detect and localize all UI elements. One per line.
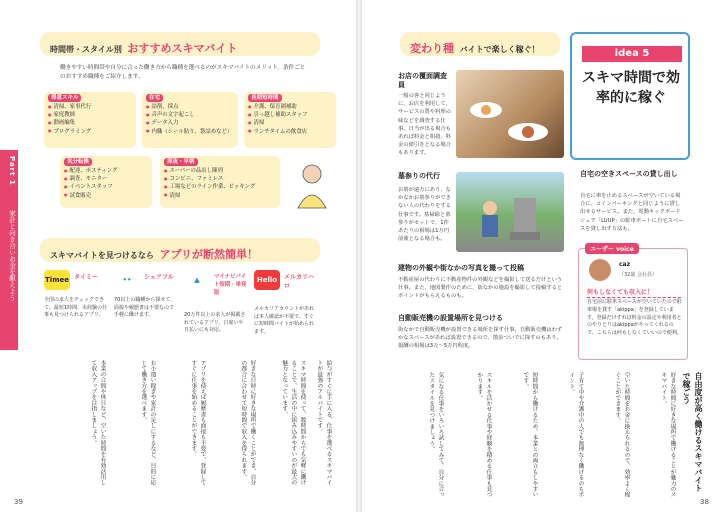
app-name: マイナビバイト短期・単発版	[214, 274, 247, 296]
app-name: タイミー	[74, 274, 98, 281]
idea-label: idea 5	[582, 46, 682, 62]
job-body: 不動産屋の代わりに不動産物件の外観などを撮影して送るだけという仕事。また、地図製作のために、街なかの施設を撮影して投稿するとポイントがもらえるものも。	[398, 277, 563, 300]
space-title: 自宅の空きスペースの貸し出し	[580, 170, 678, 178]
section-intro: 働きやすい時間帯や自分に合った働き方から職種を選べるのがスキマバイトのメリット。条件ごとのおすすめ職種をご紹介します。	[60, 65, 306, 80]
category-title: 気分転換	[64, 158, 92, 166]
heading-small: 時間帯・スタイル別	[50, 45, 122, 54]
app-desc: 70以上の職種から探せて、面接や履歴書は不要なので手軽に働けます。	[114, 297, 176, 318]
app-sharefull	[114, 272, 178, 320]
mercari-logo: Hello	[254, 270, 280, 290]
page-number: 38	[700, 498, 709, 506]
body-column: 短時間から働けるため、本業との両立もしやすいです。	[521, 372, 537, 498]
voice-quote: 何もしなくても収入に！	[587, 287, 681, 298]
user-voice-box	[578, 248, 688, 360]
idea-title: スキマ時間で効率的に稼ぐ	[582, 70, 680, 107]
body-column: スキマ時間を使って、数時間からでも気軽に働けることで、生活の中に組み込みやすいのが最大の魅力となっています。	[280, 360, 305, 486]
job-title: 自動販売機の設置場所を見つける	[398, 314, 503, 322]
job-title: 墓参りの代行	[398, 172, 440, 180]
person-illustration	[290, 160, 334, 210]
list-item: ● ランチタイムの飲食店	[248, 128, 332, 136]
heading-pre: 変わり種	[410, 42, 454, 55]
section-heading-recommended	[40, 32, 320, 56]
vertical-heading: 自由度が高く働けるスキマバイトで稼ごう	[682, 372, 703, 492]
list-item: ● 介護、保育園補助	[248, 103, 332, 111]
heading-big: おすすめスキマバイト	[127, 42, 238, 55]
category-skill	[44, 92, 136, 148]
job-body: 一般の客と同じように、お店を利用して、サービスの質や料理の味などを調査する仕事。日当が出る場合もあれば料金と相殺、料金の値引きとなる場合もあります。	[398, 93, 451, 157]
category-title: 深夜・早朝	[164, 158, 198, 166]
body-column: スキルを活かせる仕事や経験を積める仕事も見つかります。	[475, 372, 491, 498]
job-title: お店の覆面調査員	[398, 72, 447, 90]
voice-user: caz	[619, 261, 631, 268]
list-item: ● 動画編集	[48, 119, 132, 127]
category-title: 長期短時間	[248, 94, 282, 102]
grave-photo	[456, 172, 564, 252]
body-column: 給与がすぐに手に入る、仕事を選べるスキマバイトが最強のアルバイトです。	[315, 360, 331, 486]
space-body: 自宅に車を止めるスペースが空いている場合に、コインパーキングと同じように貸し出せるサービス。また、電動キックボードシェア「LUUP」の駐車ポートに自宅スペースを貸し出す方法も。	[580, 193, 684, 232]
app-desc: メルカリアカウントがあれば本人確認が不要で、すぐに短時間バイトが始められます。	[254, 306, 315, 335]
mynavi-logo: ▲	[184, 270, 210, 290]
right-heading	[400, 32, 560, 56]
category-long-short	[244, 92, 336, 148]
app-name: シェアフル	[144, 274, 174, 281]
voice-body: 自宅前に駐車スペースが空いていたので駐車場を貸す「akippa」を登録しています。登録だけすれば料金の設定や利用者とのやりとりはakippaがやってくれるので、こちらは何もしなくていいので便利。	[587, 299, 682, 336]
list-item: ● 音声の文字起こし	[146, 111, 234, 119]
app-desc: 全国の求人をチェックできて、最短1時間、未経験の仕事も見つけられるアプリ。	[44, 297, 108, 318]
body-column: アプリを使えば履歴書も面接も不要で、登録してすぐに仕事を始めることができます。	[189, 360, 205, 486]
list-item: ● 清掃	[164, 192, 276, 200]
body-column: 空いた時間をお金に換えられるので、効率よく稼ぐことができます。	[613, 372, 629, 498]
category-refresh	[60, 156, 152, 208]
job-title: 建物の外観や街なかの写真を撮って投稿	[398, 264, 524, 272]
avatar	[589, 259, 611, 281]
list-item: ● 内職（シール貼り、袋詰めなど）	[146, 128, 234, 136]
app-mercari-hallo	[254, 272, 318, 336]
body-column: 本業の合間や休日など、空いた時間を有効活用して収入アップを目指しましょう。	[89, 360, 105, 486]
app-desc: 20万件以上の求人が掲載されているアプリ。日雇いや日払いにも対応。	[184, 312, 246, 333]
app-name: メルカリハロ	[284, 274, 314, 290]
list-item: ● 清掃	[248, 119, 332, 127]
list-item: ● 添削、採点	[146, 103, 234, 111]
voice-user-meta: （32歳 会社員）	[619, 272, 657, 278]
body-column: 子育て中や介護中の人でも無理なく働けるのもポイント。	[567, 372, 583, 498]
list-item: ● 配達、ポスティング	[64, 167, 148, 175]
job-body: お墓が遠方にあり、なかなかお墓参りができない人の代わりをする仕事です。墓掃除と墓参りがセットで、1件あたりの相場は1万円前後となる場合も。	[398, 187, 451, 243]
list-item: ● 調査、モニター	[64, 175, 148, 183]
part-subtitle: 家計と向き合いお金を駆えよう	[8, 210, 16, 301]
part-label: Part 1	[8, 156, 16, 186]
list-item: ● プログラミング	[48, 128, 132, 136]
job-body: 街なかで自動販売機が設置できる場所を探す仕事。自動販売機はわずかなスペースがあれば設置できるので、散歩ついでに探すのもあり。報酬の相場は3万〜5万円程度。	[398, 327, 563, 350]
list-item: ● 引っ越し補助スタッフ	[248, 111, 332, 119]
heading-big: アプリが断然簡単！	[159, 248, 259, 261]
body-column: 好きな時間に好きな場所で働けることが魅力のスキマバイト。	[659, 372, 675, 498]
app-timee	[44, 272, 108, 320]
list-item: ● データ入力	[146, 119, 234, 127]
list-item: ● 清掃、家事代行	[48, 103, 132, 111]
category-title: 得意スキル	[48, 94, 81, 102]
body-column: 好きな日時に好きな場所で働くことができ、自分の都合に合わせて短時間で収入を得られます。	[239, 360, 255, 486]
timee-logo: Timee	[44, 270, 70, 290]
list-item: ● 試食販売	[64, 192, 148, 200]
body-column: 気になる仕事をいろいろ試してみて、自分に合ったスタイルを見つけましょう。	[427, 372, 443, 498]
sharefull-logo: ••	[114, 270, 140, 290]
list-item: ● スーパーの品出し陳列	[164, 167, 276, 175]
heading-post: バイトで楽しく稼ぐ！	[459, 45, 540, 54]
category-night	[160, 156, 280, 208]
list-item: ● 家庭教師	[48, 111, 132, 119]
list-item: ● イベントスタッフ	[64, 183, 148, 191]
section-heading-apps	[40, 238, 320, 262]
voice-tag: ユーザー voice	[585, 243, 639, 254]
list-item: ● 工場などのライン作業、ピッキング	[164, 183, 276, 191]
category-title: 在宅	[146, 94, 163, 102]
left-page	[0, 0, 356, 512]
heading-small: スキマバイトを見つけるなら	[50, 251, 154, 260]
page-number: 39	[14, 498, 23, 506]
restaurant-photo	[456, 70, 564, 158]
app-mynavi	[184, 272, 248, 335]
category-home	[142, 92, 238, 148]
list-item: ● コンビニ、ファミレス	[164, 175, 276, 183]
body-column: お小遣い稼ぎや家計の足しにするなど、目的に応じて働き方を選べます。	[139, 360, 155, 486]
idea-box	[570, 32, 690, 160]
